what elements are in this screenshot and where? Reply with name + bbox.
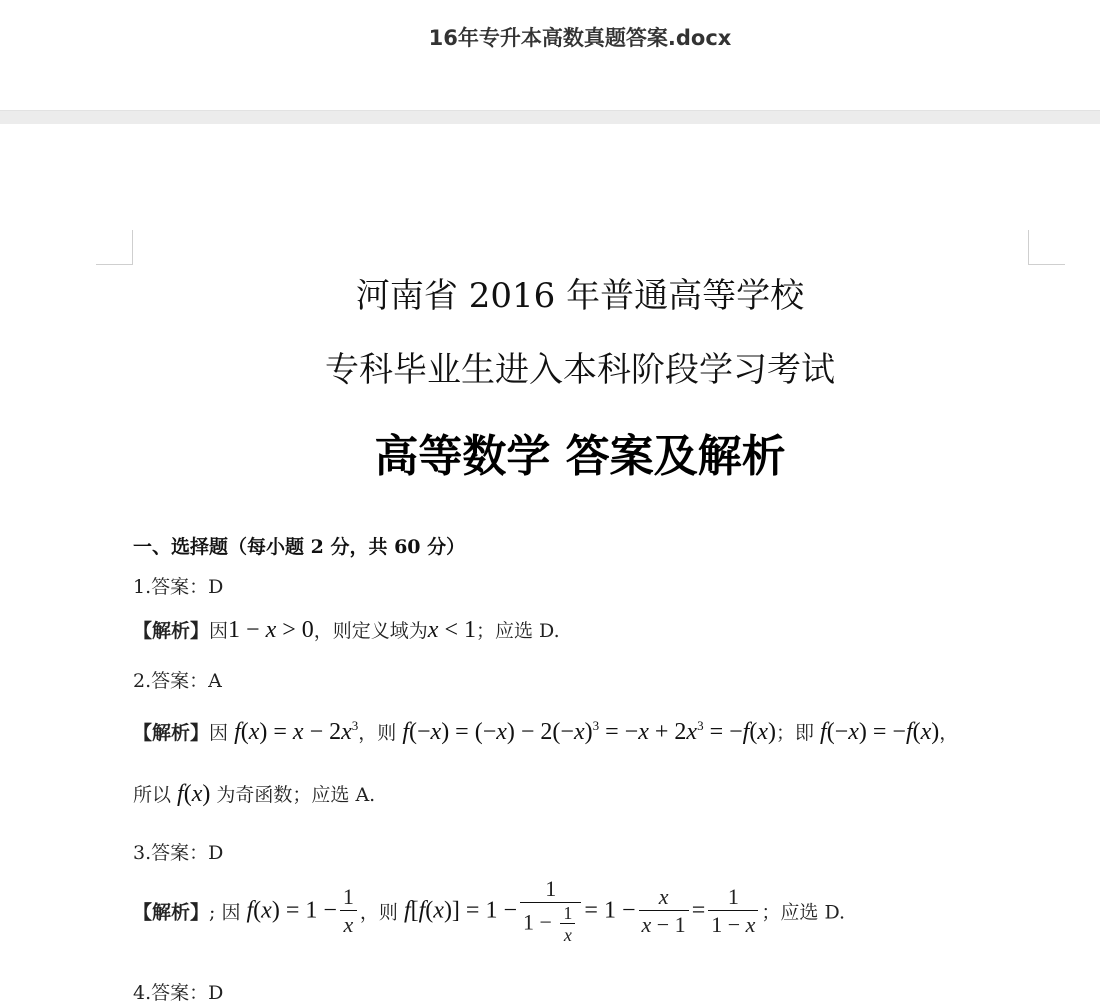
margin-corner-mark-right [1028, 230, 1065, 265]
explanation-label: 【解析】 [133, 722, 210, 744]
title-bar [0, 0, 1100, 110]
fraction-x-over-x-minus-1: $\frac{x}{x - 1}$ [639, 884, 689, 939]
q4-answer: 4.答案：D [133, 982, 224, 1004]
q2-text-3: ；即 [775, 722, 821, 744]
q2-explanation-cont [133, 780, 375, 808]
q2-cont-text-2: 为奇函数；应选 A. [210, 784, 376, 806]
q2-math-3: f(−x) = −f(x) [820, 719, 940, 745]
q1-text-2: ，则定义域为 [313, 620, 428, 642]
doc-title-line1: 河南省 2016 年普通高等学校 [355, 276, 805, 316]
q3-answer: 3.答案：D [133, 842, 224, 864]
document-page [0, 124, 1100, 1004]
fraction-1-over-1-minus-x: $\frac{1}{1 - x}$ [708, 884, 758, 939]
q2-cont-text-1: 所以 [133, 784, 178, 806]
q2-math-1: $f(x) = x - 2x^3$ [234, 718, 359, 745]
q3-text-1: ; 因 [209, 901, 247, 924]
q1-text-1: 因 [209, 620, 229, 642]
fraction-nested: 1 1 − $\frac{1}{x}$ [520, 876, 581, 946]
explanation-label: 【解析】 [133, 620, 210, 642]
doc-title-line2: 专科毕业生进入本科阶段学习考试 [325, 350, 835, 390]
q1-answer: 1.答案：D [133, 576, 224, 598]
doc-subtitle: 高等数学 答案及解析 [374, 431, 786, 482]
q2-math-4: f(x) [177, 781, 211, 807]
fraction-1-over-x: $\frac{1}{x}$ [340, 884, 357, 939]
q2-text-2: ，则 [358, 722, 403, 744]
q1-text-3: ；应选 D. [476, 620, 560, 642]
q3-math-3: = 1 − [584, 897, 636, 924]
q3-text-3: ；应选 D. [761, 901, 846, 924]
toolbar-divider [0, 110, 1100, 125]
q2-math-2: $f(-x) = (-x) - 2(-x)^3 = -x + 2x^3 = -f(x)$ [402, 718, 776, 745]
explanation-label: 【解析】 [133, 901, 210, 924]
q1-explanation [133, 616, 560, 644]
document-filename: 16年专升本高数真题答案.docx [428, 26, 732, 50]
q3-text-2: ，则 [359, 901, 404, 924]
q2-explanation [133, 718, 958, 746]
q3-explanation [133, 876, 845, 966]
q1-math-2: x < 1 [427, 617, 476, 643]
q2-answer: 2.答案：A [133, 670, 222, 692]
q2-text-1: 因 [209, 722, 235, 744]
margin-corner-mark-left [96, 230, 133, 265]
q1-math-1: 1 − x > 0 [228, 617, 314, 643]
q3-math-1: f(x) = 1 − [246, 897, 337, 924]
q3-math-2: f[f(x)] = 1 − [403, 897, 517, 924]
q3-math-4: = [691, 897, 706, 924]
section-heading-choice: 一、选择题（每小题 2 分，共 60 分） [133, 536, 466, 558]
q2-text-4: ， [939, 722, 959, 744]
